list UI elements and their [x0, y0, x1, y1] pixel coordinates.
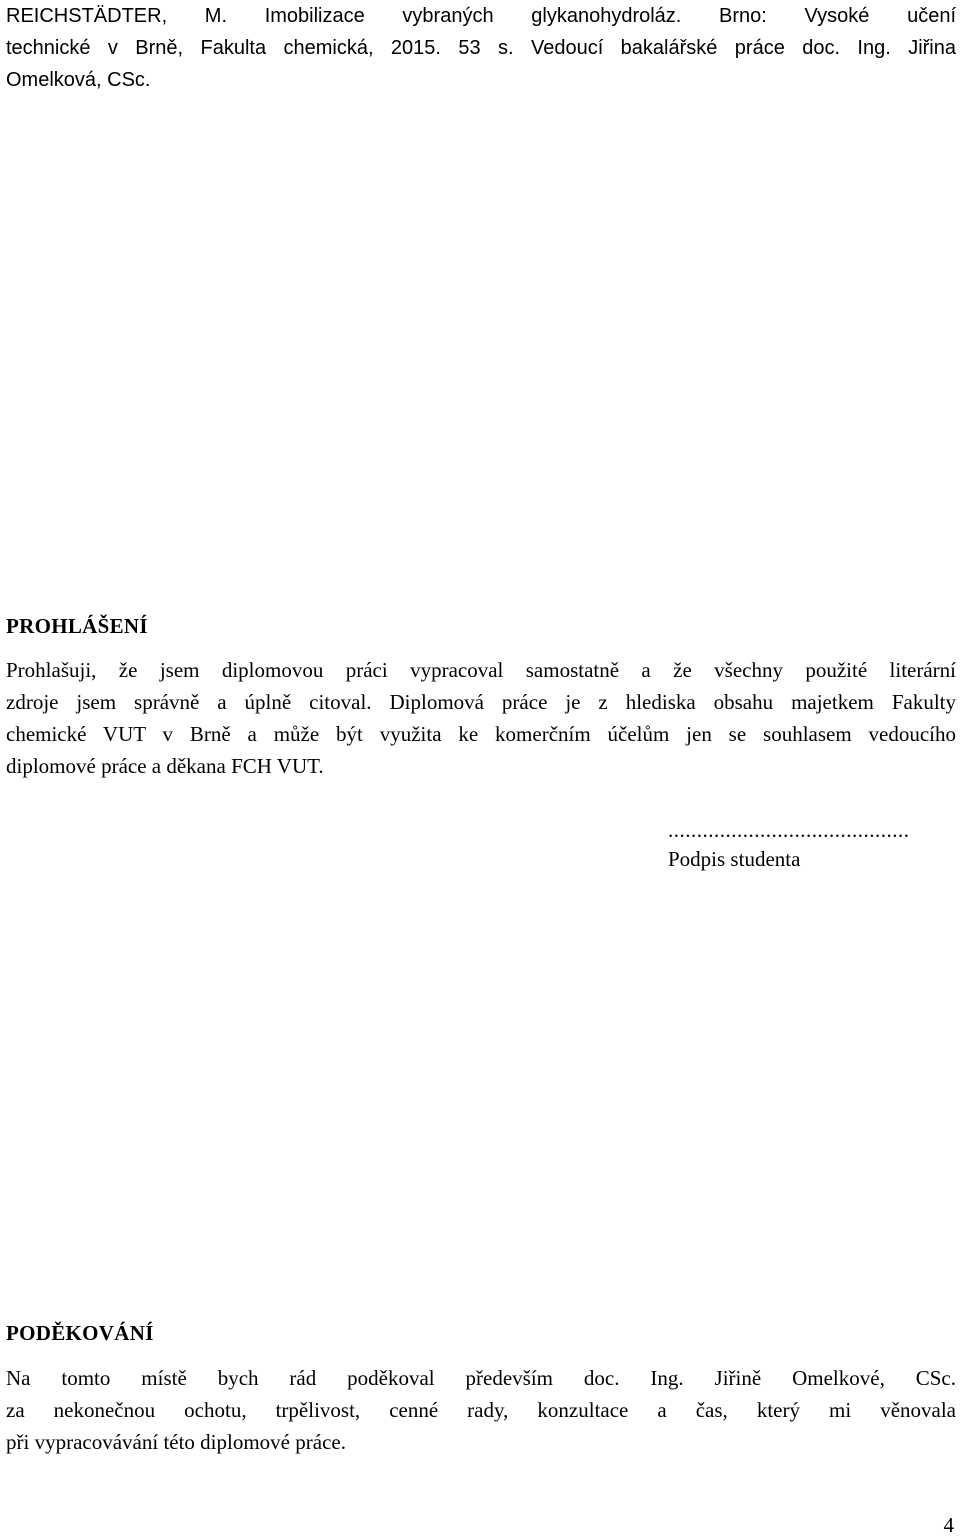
bibliographic-citation: [6, 0, 956, 96]
citation-line: REICHSTÄDTER, M. Imobilizace vybraných glykanohydroláz. Brno: Vysoké učení: [6, 5, 956, 27]
page-number: 4: [943, 1513, 954, 1537]
declaration-heading: PROHLÁŠENÍ: [6, 614, 148, 638]
signature-label: Podpis studenta: [668, 847, 801, 871]
signature-line: ..........................................: [668, 818, 910, 842]
acknowledgement-line: při vypracovávání této diplomové práce.: [6, 1430, 346, 1454]
acknowledgement-heading: PODĚKOVÁNÍ: [6, 1321, 154, 1345]
declaration-line: diplomové práce a děkana FCH VUT.: [6, 754, 324, 778]
declaration-paragraph: [6, 654, 956, 782]
declaration-line: chemické VUT v Brně a může být využita ke komerčním účelům jen se souhlasem vedoucího: [6, 722, 956, 746]
acknowledgement-paragraph: [6, 1362, 956, 1458]
acknowledgement-line: za nekonečnou ochotu, trpělivost, cenné rady, konzultace a čas, který mi věnovala: [6, 1398, 956, 1422]
citation-line: Omelková, CSc.: [6, 69, 151, 91]
citation-line: technické v Brně, Fakulta chemická, 2015. 53 s. Vedoucí bakalářské práce doc. Ing. Jiřina: [6, 37, 956, 59]
declaration-line: zdroje jsem správně a úplně citoval. Diplomová práce je z hlediska obsahu majetkem Fakulty: [6, 690, 956, 714]
acknowledgement-line: Na tomto místě bych rád poděkoval především doc. Ing. Jiřině Omelkové, CSc.: [6, 1366, 956, 1390]
declaration-line: Prohlašuji, že jsem diplomovou práci vypracoval samostatně a že všechny použité literární: [6, 658, 956, 682]
